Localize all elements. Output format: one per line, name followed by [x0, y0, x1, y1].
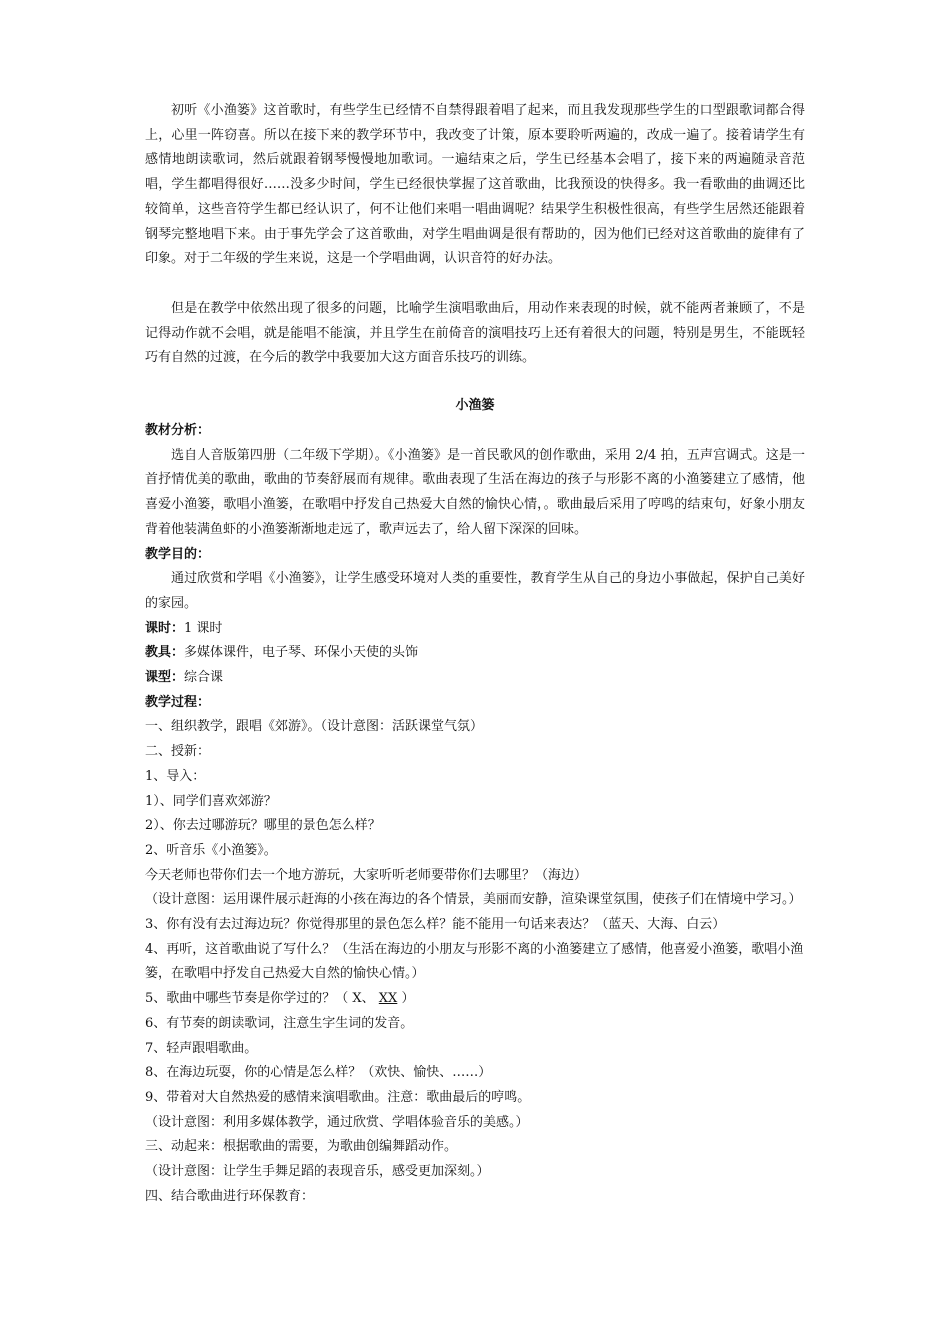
rhythm-prefix: 5、歌曲中哪些节奏是你学过的？（ X、: [145, 991, 379, 1007]
type-line: [145, 666, 805, 691]
rhythm-suffix: ）: [397, 991, 415, 1007]
goal-heading: 教学目的：: [145, 546, 211, 562]
process-step: 三、动起来：根据歌曲的需要，为歌曲创编舞蹈动作。: [145, 1139, 458, 1155]
process-step: 今天老师也带你们去一个地方游玩，大家听听老师要带你们去哪里？（海边）: [145, 867, 588, 883]
lesson-title: 小渔篓: [455, 398, 495, 413]
process-step: 1、导入：: [145, 768, 206, 784]
reflection-paragraph-2: 但是在教学中依然出现了很多的问题，比喻学生演唱歌曲后，用动作来表现的时候，就不能两者兼顾了，不是记得动作就不会唱，就是能唱不能演，并且学生在前倚音的演唱技巧上还有着很大的问题，特别是男生，不能既轻巧有自然的过渡，在今后的教学中我要加大这方面音乐技巧的训练。: [145, 301, 805, 366]
process-step: 8、在海边玩耍，你的心情是怎么样？（欢快、愉快、……）: [145, 1065, 492, 1081]
process-step: 4、再听，这首歌曲说了写什么？（生活在海边的小朋友与形影不离的小渔篓建立了感情，他喜爱小渔篓，歌唱小渔篓，在歌唱中抒发自己热爱大自然的愉快心情。）: [145, 941, 804, 982]
rhythm-underlined: XX: [378, 991, 398, 1007]
process-heading: 教学过程：: [145, 694, 211, 710]
process-step: 二、授新：: [145, 744, 211, 760]
tools-line: [145, 641, 805, 666]
process-step-rhythm: [145, 987, 805, 1012]
process-step: 2、听音乐《小渔篓》。: [145, 842, 277, 858]
hours-label: 课时：: [145, 620, 185, 636]
tools-label: 教具：: [145, 645, 185, 661]
reflection-section: [145, 99, 805, 272]
process-step: 3、你有没有去过海边玩？你觉得那里的景色怎么样？能不能用一句话来表达？（蓝天、大海、白云）: [145, 917, 726, 933]
lesson-plan: [145, 419, 805, 1210]
type-value: 综合课: [184, 670, 224, 686]
process-step: 1）、同学们喜欢郊游？: [145, 793, 277, 809]
process-step: （设计意图：让学生手舞足蹈的表现音乐，感受更加深刻。）: [145, 1164, 490, 1180]
reflection-paragraph-1: 初听《小渔篓》这首歌时，有些学生已经情不自禁得跟着唱了起来，而且我发现那些学生的口型跟歌词都合得上，心里一阵窃喜。所以在接下来的教学环节中，我改变了计策，原本要聆听两遍的，改成一遍了。接着请学生有感情地朗读歌词，然后就跟着钢琴慢慢地加歌词。一遍结束之后，学生已经基本会唱了，接下来的两遍随录音范唱，学生都唱得很好……没多少时间，学生已经很快掌握了这首歌曲，比我预设的快得多。我一看歌曲的曲调还比较简单，这些音符学生都已经认识了，何不让他们来唱一唱曲调呢？结果学生积极性很高，有些学生居然还能跟着钢琴完整地唱下来。由于事先学会了这首歌曲，对学生唱曲调是很有帮助的，因为他们已经对这首歌曲的旋律有了印象。对于二年级的学生来说，这是一个学唱曲调，认识音符的好办法。: [145, 103, 805, 267]
process-step: 9、带着对大自然热爱的感情来演唱歌曲。注意：歌曲最后的哼鸣。: [145, 1089, 531, 1105]
goal-text: 通过欣赏和学唱《小渔篓》，让学生感受环境对人类的重要性，教育学生从自己的身边小事做起，保护自己美好的家园。: [145, 571, 805, 611]
analysis-text: 选自人音版第四册（二年级下学期）。《小渔篓》是一首民歌风的创作歌曲，采用 2/4 拍，五声宫调式。这是一首抒情优美的歌曲，歌曲的节奏舒展而有规律。歌曲表现了生活在海边的孩子与形影不离的小渔篓建立了感情，他喜爱小渔篓，歌唱小渔篓，在歌唱中抒发自己热爱大自然的愉快心情，。歌曲最后采用了哼鸣的结束句，好象小朋友背着他装满鱼虾的小渔篓渐渐地走远了，歌声远去了，给人留下深深的回味。: [145, 447, 805, 537]
analysis-heading: 教材分析：: [145, 423, 211, 438]
tools-value: 多媒体课件，电子琴、环保小天使的头饰: [184, 645, 419, 661]
hours-line: [145, 617, 805, 642]
reflection-section-2: [145, 297, 805, 371]
type-label: 课型：: [145, 670, 185, 686]
process-step: 7、轻声跟唱歌曲。: [145, 1040, 258, 1056]
process-step: 6、有节奏的朗读歌词，注意生字生词的发音。: [145, 1015, 414, 1031]
process-step: （设计意图：利用多媒体教学，通过欣赏、学唱体验音乐的美感。）: [145, 1114, 529, 1130]
process-step: （设计意图：运用课件展示赶海的小孩在海边的各个情景，美丽而安静，渲染课堂氛围，使孩子们在情境中学习。）: [145, 892, 802, 908]
process-step: 一、组织教学，跟唱《郊游》。（设计意图：活跃课堂气氛）: [145, 719, 484, 735]
process-step: 四、结合歌曲进行环保教育：: [145, 1188, 315, 1204]
process-step: 2）、你去过哪游玩？哪里的景色怎么样？: [145, 818, 381, 834]
hours-value: 1 课时: [184, 620, 223, 636]
